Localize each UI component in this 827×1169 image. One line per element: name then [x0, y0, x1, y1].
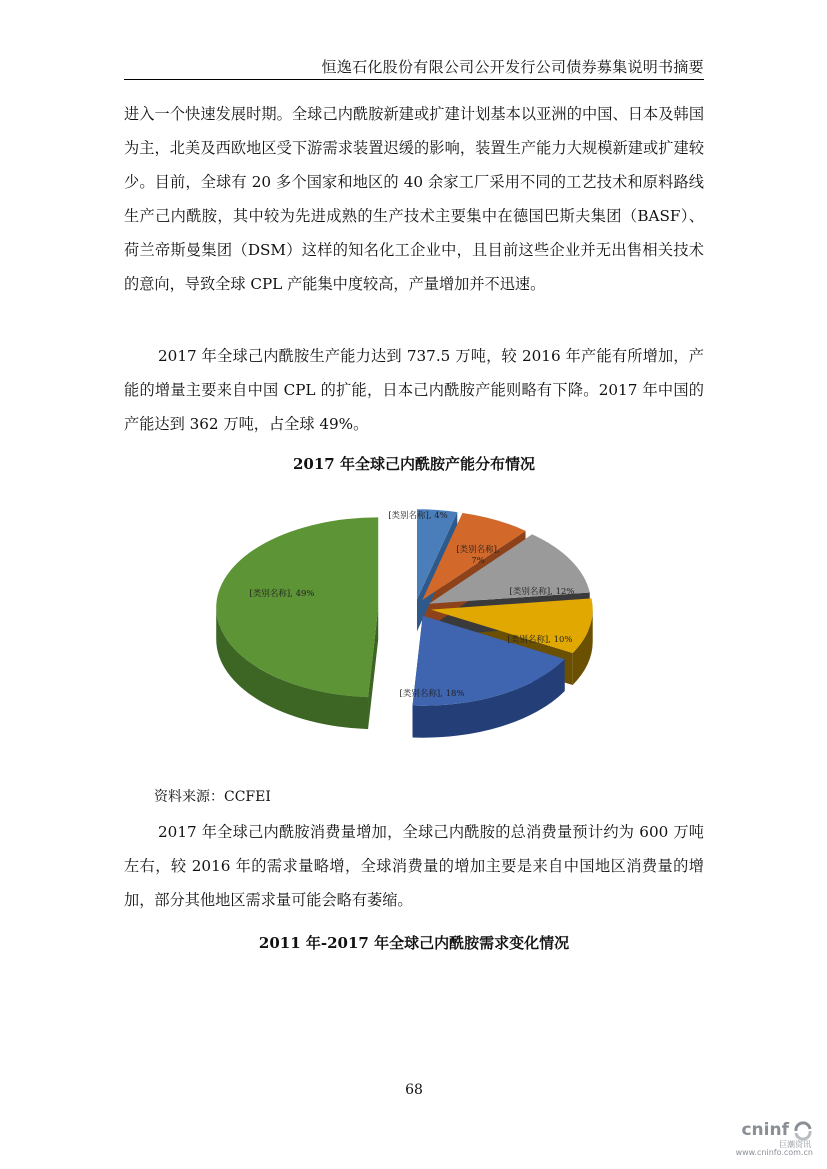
figure-1-source: 资料来源：CCFEI	[154, 789, 271, 805]
capacity-pie-chart	[210, 490, 630, 760]
pie-data-label-3: [类别名称], 12%	[509, 587, 575, 597]
pie-data-label-4: [类别名称], 10%	[507, 635, 573, 645]
pie-data-label-5: [类别名称], 18%	[399, 689, 465, 699]
figure-2-title: 2011 年-2017 年全球己内酰胺需求变化情况	[258, 934, 570, 952]
paragraph-2: 2017 年全球己内酰胺生产能力达到 737.5 万吨，较 2016 年产能有所增加，产能的增量主要来自中国 CPL 的扩能，日本己内酰胺产能则略有下降。2017 年中国的产能达到 362 万吨，占全球 49%。	[124, 347, 704, 433]
pie-data-label-6: [类别名称], 49%	[249, 589, 315, 599]
document-header: 恒逸石化股份有限公司公开发行公司债券募集说明书摘要	[321, 58, 704, 76]
paragraph-3: 2017 年全球己内酰胺消费量增加，全球己内酰胺的总消费量预计约为 600 万吨左右，较 2016 年的需求量略增，全球消费量的增加主要是来自中国地区消费量的增加，部分其他地区需求量可能会略有萎缩。	[124, 823, 704, 909]
watermark-brand: cninf	[741, 1120, 789, 1140]
watermark-subtitle: 巨潮资讯	[779, 1140, 811, 1149]
watermark-url: www.cninfo.com.cn	[735, 1148, 813, 1157]
header-divider	[124, 79, 704, 80]
pie-data-label-2: [类别名称], 7%	[456, 545, 500, 566]
cninfo-watermark	[707, 1120, 817, 1160]
paragraph-1: 进入一个快速发展时期。全球己内酰胺新建或扩建计划基本以亚洲的中国、日本及韩国为主，北美及西欧地区受下游需求装置迟缓的影响，装置生产能力大规模新建或扩建较少。目前，全球有 20 多个国家和地区的 40 余家工厂采用不同的工艺技术和原料路线生产己内酰胺，其中较为先进成熟的生产技术主要集中在德国巴斯夫集团（BASF）、荷兰帝斯曼集团（DSM）这样的知名化工企业中，且目前这些企业并无出售相关技术的意向，导致全球 CPL 产能集中度较高，产量增加并不迅速。	[124, 105, 704, 293]
page-number: 68	[405, 1082, 423, 1098]
pie-data-label-1: [类别名称], 4%	[388, 511, 448, 521]
cninfo-logo-icon	[793, 1121, 813, 1141]
figure-1-title: 2017 年全球己内酰胺产能分布情况	[293, 455, 535, 473]
